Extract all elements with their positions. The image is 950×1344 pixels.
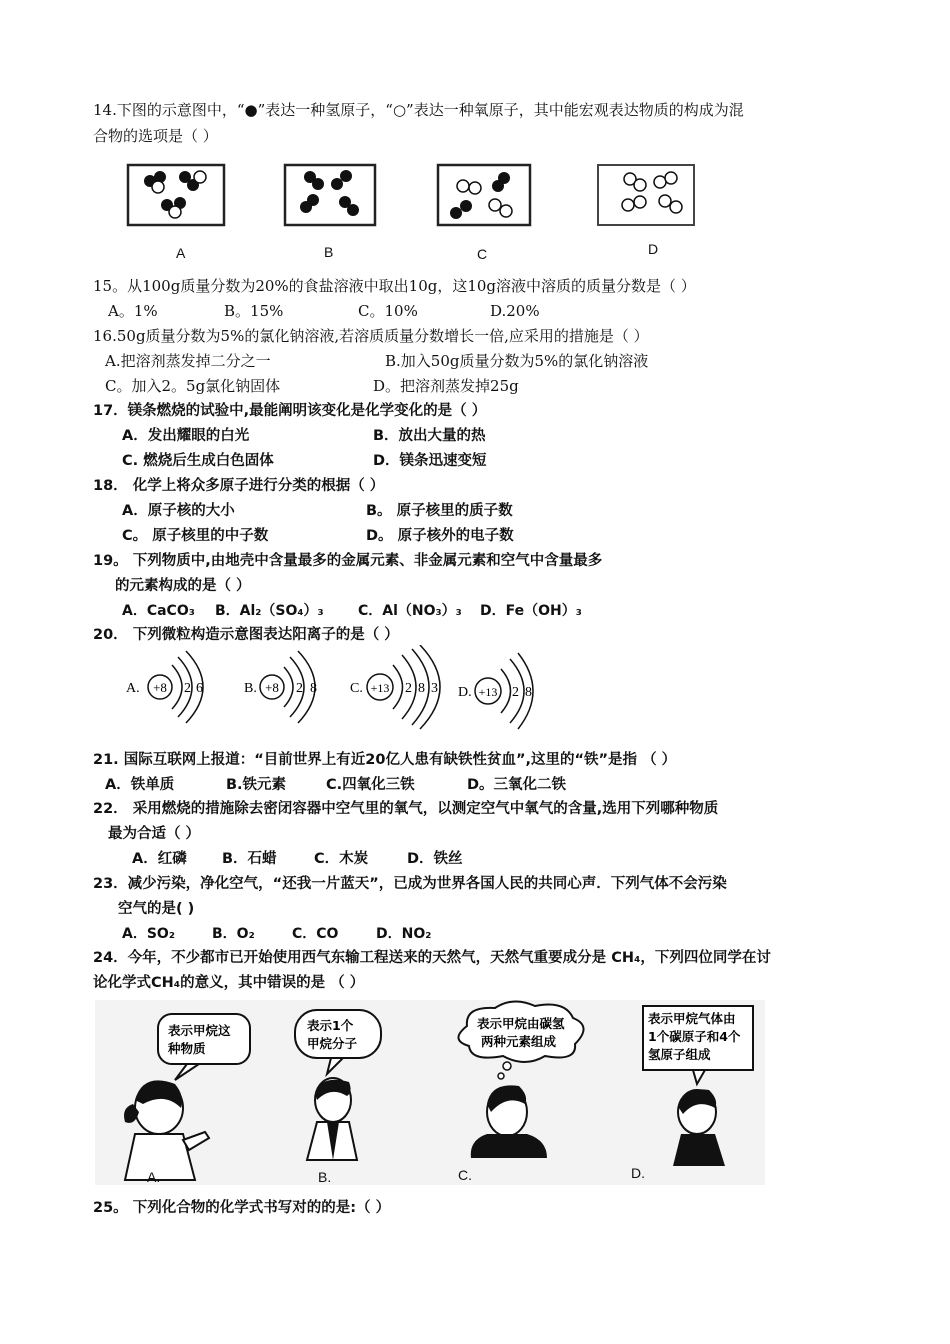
q24-label-b: B. xyxy=(318,1169,332,1185)
q24-label-a: A. xyxy=(147,1169,161,1185)
q16-option-b: B.加入50g质量分数为5%的氯化钠溶液 xyxy=(385,352,649,370)
q25-stem: 25。 下列化合物的化学式书写对的的是:（ ） xyxy=(93,1200,391,1216)
q17-option-b: B．放出大量的热 xyxy=(373,428,486,444)
q20-shell-b-1: 2 xyxy=(296,681,303,696)
q14-label-c: C xyxy=(477,246,488,262)
q20-diagram-a xyxy=(126,651,203,723)
q20-nucleus-a: +8 xyxy=(153,680,167,695)
q21-option-c: C.四氧化三铁 xyxy=(326,777,415,793)
q20-diagram-c xyxy=(350,645,440,729)
q24-stem-line1: 24．今年，不少都市已开始使用西气东输工程送来的天然气，天然气重要成分是 CH₄，下列四位同学在讨 xyxy=(93,950,771,966)
q17-stem: 17．镁条燃烧的试验中,最能阐明该变化是化学变化的是（ ） xyxy=(93,403,487,419)
q24-cartoon-figure xyxy=(95,1000,765,1190)
q14-box-c xyxy=(438,165,530,225)
q20-shell-d-1: 2 xyxy=(512,685,519,700)
q16-option-d: D。把溶剂蒸发掉25g xyxy=(373,377,519,395)
q24-label-d: D. xyxy=(631,1165,645,1181)
q15-option-a: A。1% xyxy=(108,302,158,320)
q19-stem-line2: 的元素构成的是（ ） xyxy=(115,578,251,594)
q22-stem-line2: 最为合适（ ） xyxy=(108,826,201,842)
q24-stem-line2: 论化学式CH₄的意义，其中错误的是 （ ） xyxy=(93,975,365,991)
q24-bubble-d-line2: 1个碳原子和4个 xyxy=(648,1029,741,1044)
q20-shell-b-2: 8 xyxy=(310,681,317,696)
q16-option-a: A.把溶剂蒸发掉二分之一 xyxy=(105,352,271,370)
q14-label-a: A xyxy=(176,245,186,261)
q23-option-d: D．NO₂ xyxy=(376,926,432,942)
q19-stem-line1: 19。 下列物质中,由地壳中含量最多的金属元素、非金属元素和空气中含量最多 xyxy=(93,553,603,569)
q18-option-d: D。 原子核外的电子数 xyxy=(366,528,514,544)
q15-option-d: D.20% xyxy=(490,302,540,320)
q19-option-a: A．CaCO₃ xyxy=(122,603,195,619)
q14-box-b xyxy=(285,165,375,225)
q23-stem-line1: 23．减少污染，净化空气，“还我一片蓝天”，已成为世界各国人民的共同心声．下列气体不会污染 xyxy=(93,876,727,892)
q18-option-b: B。 原子核里的质子数 xyxy=(366,503,513,519)
q21-option-a: A．铁单质 xyxy=(105,777,175,793)
q14-stem-line1: 14.下图的示意图中，“●”表达一种氢原子，“○”表达一种氧原子，其中能宏观表达物质的构成为混 xyxy=(93,101,744,119)
q24-bubble-a-line1: 表示甲烷这 xyxy=(168,1023,231,1038)
q20-diagram-b xyxy=(244,651,317,723)
q14-box-a xyxy=(128,165,224,225)
q15-option-b: B。15% xyxy=(224,302,284,320)
q17-option-c: C. 燃烧后生成白色固体 xyxy=(122,453,274,469)
q24-bubble-d-line1: 表示甲烷气体由 xyxy=(648,1011,736,1026)
q21-option-d: D。三氧化二铁 xyxy=(467,777,567,793)
q22-stem-line1: 22． 采用燃烧的措施除去密闭容器中空气里的氧气，以测定空气中氧气的含量,选用下列哪种物质 xyxy=(93,801,719,817)
q20-shell-c-1: 2 xyxy=(405,681,412,696)
q19-option-c: C．Al（NO₃）₃ xyxy=(358,603,462,619)
q14-label-b: B xyxy=(324,244,334,260)
q24-bubble-c-line2: 两种元素组成 xyxy=(481,1034,557,1049)
q20-label-b: B. xyxy=(244,681,257,696)
q16-option-c: C。加入2。5g氯化钠固体 xyxy=(105,377,281,395)
q15-stem: 15。从100g质量分数为20%的食盐溶液中取出10g，这10g溶液中溶质的质量分数是（ ） xyxy=(93,277,696,295)
q20-shell-c-2: 8 xyxy=(418,681,425,696)
q24-bubble-b-line2: 甲烷分子 xyxy=(307,1036,358,1051)
q14-label-d: D xyxy=(648,241,659,257)
q24-label-c: C. xyxy=(458,1167,472,1183)
q23-stem-line2: 空气的是( ) xyxy=(118,901,195,917)
q14-box-d xyxy=(598,165,694,225)
q20-nucleus-c: +13 xyxy=(370,681,390,695)
q22-option-b: B．石蜡 xyxy=(222,851,277,867)
q23-option-c: C．CO xyxy=(292,926,339,942)
q20-shell-c-3: 3 xyxy=(431,681,438,696)
q22-option-d: D．铁丝 xyxy=(407,851,463,867)
q15-option-c: C。10% xyxy=(358,302,418,320)
q16-stem: 16.50g质量分数为5%的氯化钠溶液,若溶质质量分数增长一倍,应采用的措施是（ ） xyxy=(93,327,649,345)
q17-option-d: D．镁条迅速变短 xyxy=(373,453,487,469)
q22-option-c: C．木炭 xyxy=(314,851,369,867)
q17-option-a: A．发出耀眼的白光 xyxy=(122,428,250,444)
q20-shell-a-2: 6 xyxy=(196,681,203,696)
q24-bubble-a-line2: 种物质 xyxy=(168,1041,206,1056)
q20-stem: 20． 下列微粒构造示意图表达阳离子的是（ ） xyxy=(93,627,399,643)
q20-label-c: C. xyxy=(350,681,363,696)
q20-shell-d-2: 8 xyxy=(525,685,532,700)
q20-label-a: A. xyxy=(126,681,140,696)
q23-option-b: B．O₂ xyxy=(212,926,255,942)
q20-shell-a-1: 2 xyxy=(184,681,191,696)
q20-nucleus-d: +13 xyxy=(478,685,498,699)
q14-stem-line2: 合物的选项是（ ） xyxy=(93,127,218,145)
q18-stem: 18． 化学上将众多原子进行分类的根据（ ） xyxy=(93,478,385,494)
q24-bubble-b-line1: 表示1个 xyxy=(307,1018,354,1033)
q21-option-b: B.铁元素 xyxy=(226,777,287,793)
q14-molecule-figures xyxy=(120,155,720,270)
q21-stem: 21. 国际互联网上报道：“目前世界上有近20亿人患有缺铁性贫血”,这里的“铁”是指 （ ） xyxy=(93,752,677,768)
q20-nucleus-b: +8 xyxy=(265,680,279,695)
q19-option-b: B．Al₂（SO₄）₃ xyxy=(215,603,324,619)
q23-option-a: A．SO₂ xyxy=(122,926,175,942)
q19-option-d: D．Fe（OH）₃ xyxy=(480,603,582,619)
q24-bubble-d-line3: 氢原子组成 xyxy=(648,1047,711,1062)
q22-option-a: A．红磷 xyxy=(132,851,187,867)
q18-option-c: C。 原子核里的中子数 xyxy=(122,528,269,544)
q20-diagram-d xyxy=(458,653,533,729)
q20-label-d: D. xyxy=(458,685,472,700)
q24-bubble-c-line1: 表示甲烷由碳氢 xyxy=(477,1016,565,1031)
q20-atom-diagrams xyxy=(120,645,550,730)
q18-option-a: A．原子核的大小 xyxy=(122,503,235,519)
